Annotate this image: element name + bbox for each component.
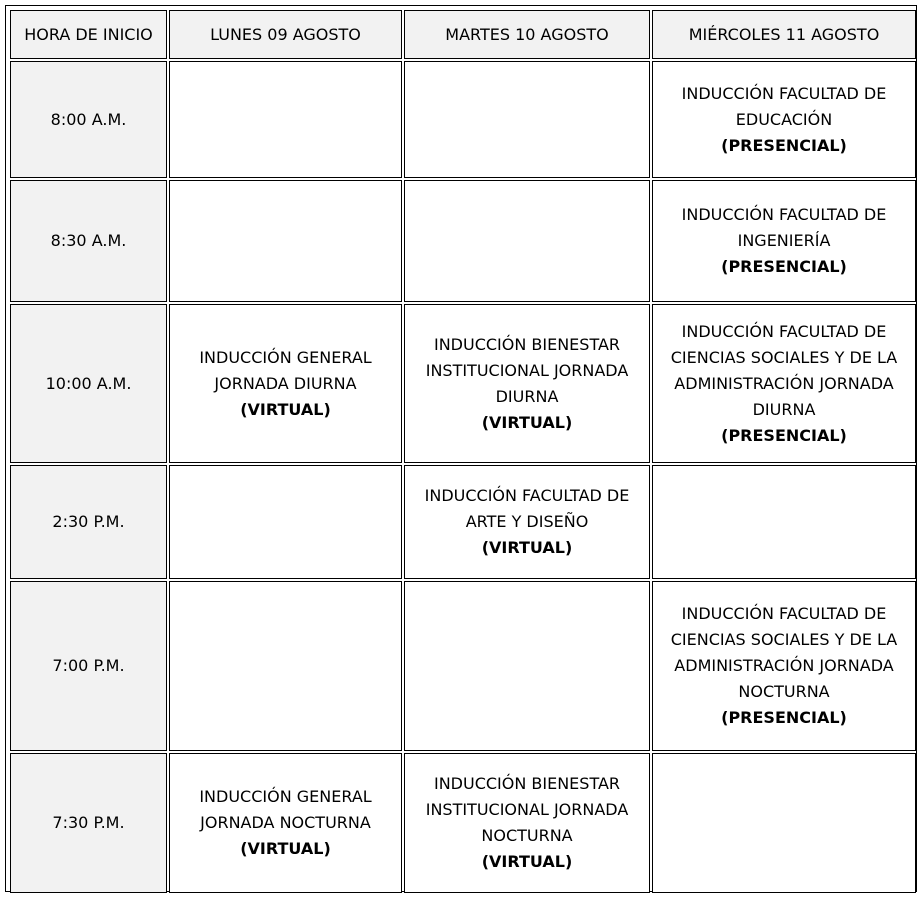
event-cell <box>652 180 916 302</box>
event-title: INDUCCIÓN FACULTAD DE INGENIERÍA <box>681 205 887 250</box>
event-cell <box>169 753 402 893</box>
time-cell: 2:30 P.M. <box>10 465 167 579</box>
time-cell: 7:00 P.M. <box>10 581 167 751</box>
schedule-sheet <box>5 5 917 892</box>
event-mode: (PRESENCIAL) <box>721 257 847 276</box>
header-row <box>10 10 916 59</box>
header-day-wednesday: MIÉRCOLES 11 AGOSTO <box>652 10 916 59</box>
event-cell <box>169 61 402 178</box>
event-cell <box>404 180 650 302</box>
time-cell: 10:00 A.M. <box>10 304 167 463</box>
event-title: INDUCCIÓN FACULTAD DE EDUCACIÓN <box>681 83 887 129</box>
table-row <box>10 180 916 302</box>
header-time: HORA DE INICIO <box>10 10 167 59</box>
event-cell <box>169 581 402 751</box>
table-row <box>10 304 916 463</box>
event-cell <box>652 581 916 751</box>
event-cell <box>404 465 650 579</box>
time-cell: 8:00 A.M. <box>10 61 167 178</box>
event-title: INDUCCIÓN GENERAL JORNADA NOCTURNA <box>199 787 372 832</box>
event-title: INDUCCIÓN FACULTAD DE CIENCIAS SOCIALES Y DE LA ADMINISTRACIÓN JORNADA NOCTURNA <box>670 604 898 701</box>
event-cell <box>169 304 402 463</box>
event-cell <box>652 304 916 463</box>
event-mode: (VIRTUAL) <box>481 852 573 871</box>
table-row <box>10 61 916 178</box>
event-cell <box>404 61 650 178</box>
time-cell: 7:30 P.M. <box>10 753 167 893</box>
event-title: INDUCCIÓN FACULTAD DE ARTE Y DISEÑO <box>424 486 630 531</box>
event-mode: (PRESENCIAL) <box>721 135 847 155</box>
table-row <box>10 465 916 579</box>
event-mode: (VIRTUAL) <box>240 839 331 858</box>
event-cell <box>404 753 650 893</box>
time-cell: 8:30 A.M. <box>10 180 167 302</box>
event-mode: (PRESENCIAL) <box>721 425 847 445</box>
event-title: INDUCCIÓN BIENESTAR INSTITUCIONAL JORNADA NOCTURNA <box>425 774 629 845</box>
table-row <box>10 581 916 751</box>
event-title: INDUCCIÓN FACULTAD DE CIENCIAS SOCIALES Y DE LA ADMINISTRACIÓN JORNADA DIURNA <box>670 321 898 419</box>
event-cell <box>652 465 916 579</box>
event-cell <box>169 180 402 302</box>
schedule-table <box>8 8 918 895</box>
event-title: INDUCCIÓN GENERAL JORNADA DIURNA <box>199 347 372 393</box>
event-cell <box>652 753 916 893</box>
table-row <box>10 753 916 893</box>
header-day-tuesday: MARTES 10 AGOSTO <box>404 10 650 59</box>
event-mode: (PRESENCIAL) <box>721 708 847 727</box>
event-cell <box>404 581 650 751</box>
event-title: INDUCCIÓN BIENESTAR INSTITUCIONAL JORNADA DIURNA <box>425 334 629 406</box>
event-mode: (VIRTUAL) <box>240 399 331 419</box>
event-cell <box>169 465 402 579</box>
event-cell <box>652 61 916 178</box>
event-cell <box>404 304 650 463</box>
header-day-monday: LUNES 09 AGOSTO <box>169 10 402 59</box>
event-mode: (VIRTUAL) <box>481 538 573 557</box>
event-mode: (VIRTUAL) <box>481 412 573 432</box>
